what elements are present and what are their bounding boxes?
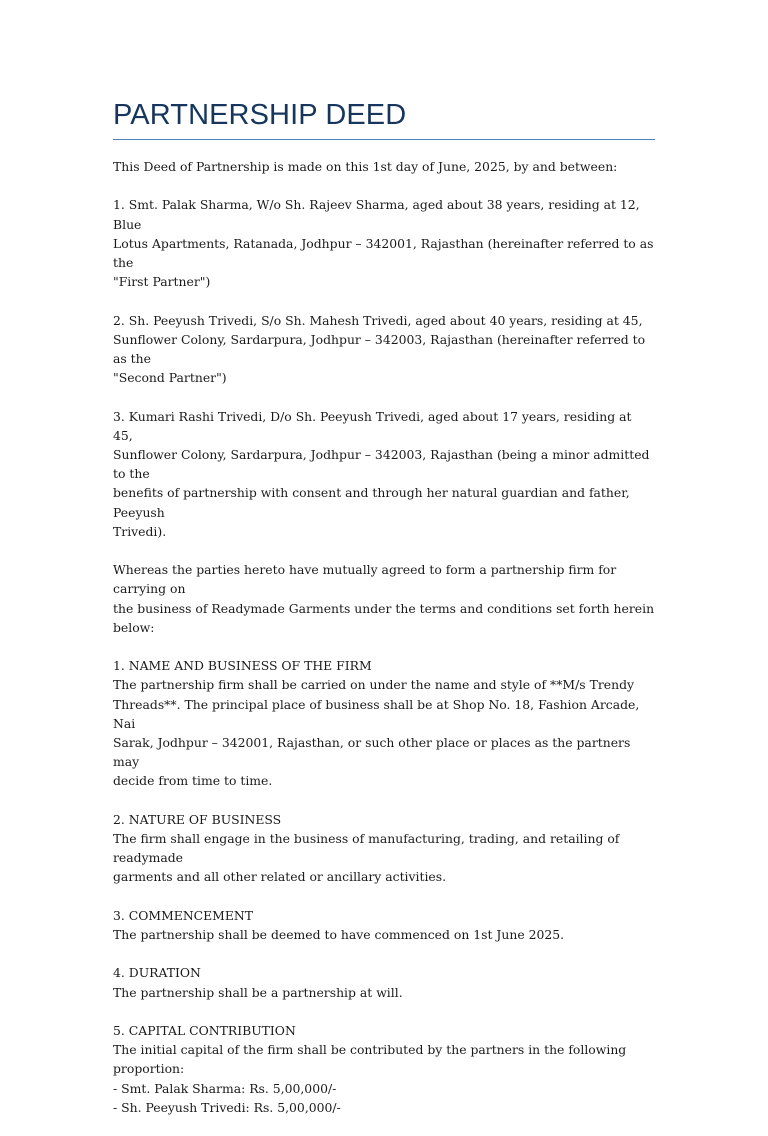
section-heading: 1. NAME AND BUSINESS OF THE FIRM	[113, 658, 372, 674]
section-heading: 4. DURATION	[113, 965, 201, 981]
section-text: The initial capital of the firm shall be contributed by the partners in the following proportion: - Smt. Palak Sharma: Rs. 5,00,000/- - Sh. Peeyush Trivedi: Rs. 5,00,000/-	[113, 1042, 627, 1115]
document-content	[113, 96, 655, 1136]
party-first: 1. Smt. Palak Sharma, W/o Sh. Rajeev Sharma, aged about 38 years, residing at 12, Blue Lotus Apartments, Ratanada, Jodhpur – 342001, Rajasthan (hereinafter referred to as the "First Partner")	[113, 197, 654, 290]
section-heading: 3. COMMENCEMENT	[113, 907, 254, 923]
section-commencement	[113, 906, 655, 944]
intro-paragraph: This Deed of Partnership is made on this 1st day of June, 2025, by and between:	[113, 159, 618, 174]
section-name-and-business	[113, 656, 655, 790]
section-text: The partnership shall be a partnership at will.	[113, 984, 403, 1000]
section-text: The partnership shall be deemed to have commenced on 1st June 2025.	[113, 927, 565, 943]
whereas-paragraph: Whereas the parties hereto have mutually agreed to form a partnership firm for carrying on the business of Readymade Garments under the terms and conditions set forth herein below:	[113, 562, 655, 635]
section-heading: 5. CAPITAL CONTRIBUTION	[113, 1023, 296, 1038]
section-duration	[113, 963, 655, 1001]
document-body	[113, 157, 655, 1117]
section-nature-of-business	[113, 810, 655, 887]
section-capital-contribution	[113, 1021, 655, 1117]
party-third: 3. Kumari Rashi Trivedi, D/o Sh. Peeyush Trivedi, aged about 17 years, residing at 45, Sunflower Colony, Sardarpura, Jodhpur – 342003, Rajasthan (being a minor admitted to the benefits of partnership with consent and through her natural guardian and father, Peeyush Trivedi).	[113, 408, 650, 539]
party-second: 2. Sh. Peeyush Trivedi, S/o Sh. Mahesh Trivedi, aged about 40 years, residing at 45, Sunflower Colony, Sardarpura, Jodhpur – 342003, Rajasthan (hereinafter referred to as the "Second Partner")	[113, 312, 646, 386]
section-text: The firm shall engage in the business of manufacturing, trading, and retailing of readymade garments and all other related or ancillary activities.	[113, 831, 620, 885]
document-title: PARTNERSHIP DEED	[113, 96, 655, 140]
section-heading: 2. NATURE OF BUSINESS	[113, 811, 282, 827]
section-text: The partnership firm shall be carried on under the name and style of **M/s Trendy Threads**. The principal place of business shall be at Shop No. 18, Fashion Arcade, Nai Sarak, Jodhpur – 342001, Rajasthan, or such other place or places as the partners may decide from time to time.	[113, 677, 640, 789]
